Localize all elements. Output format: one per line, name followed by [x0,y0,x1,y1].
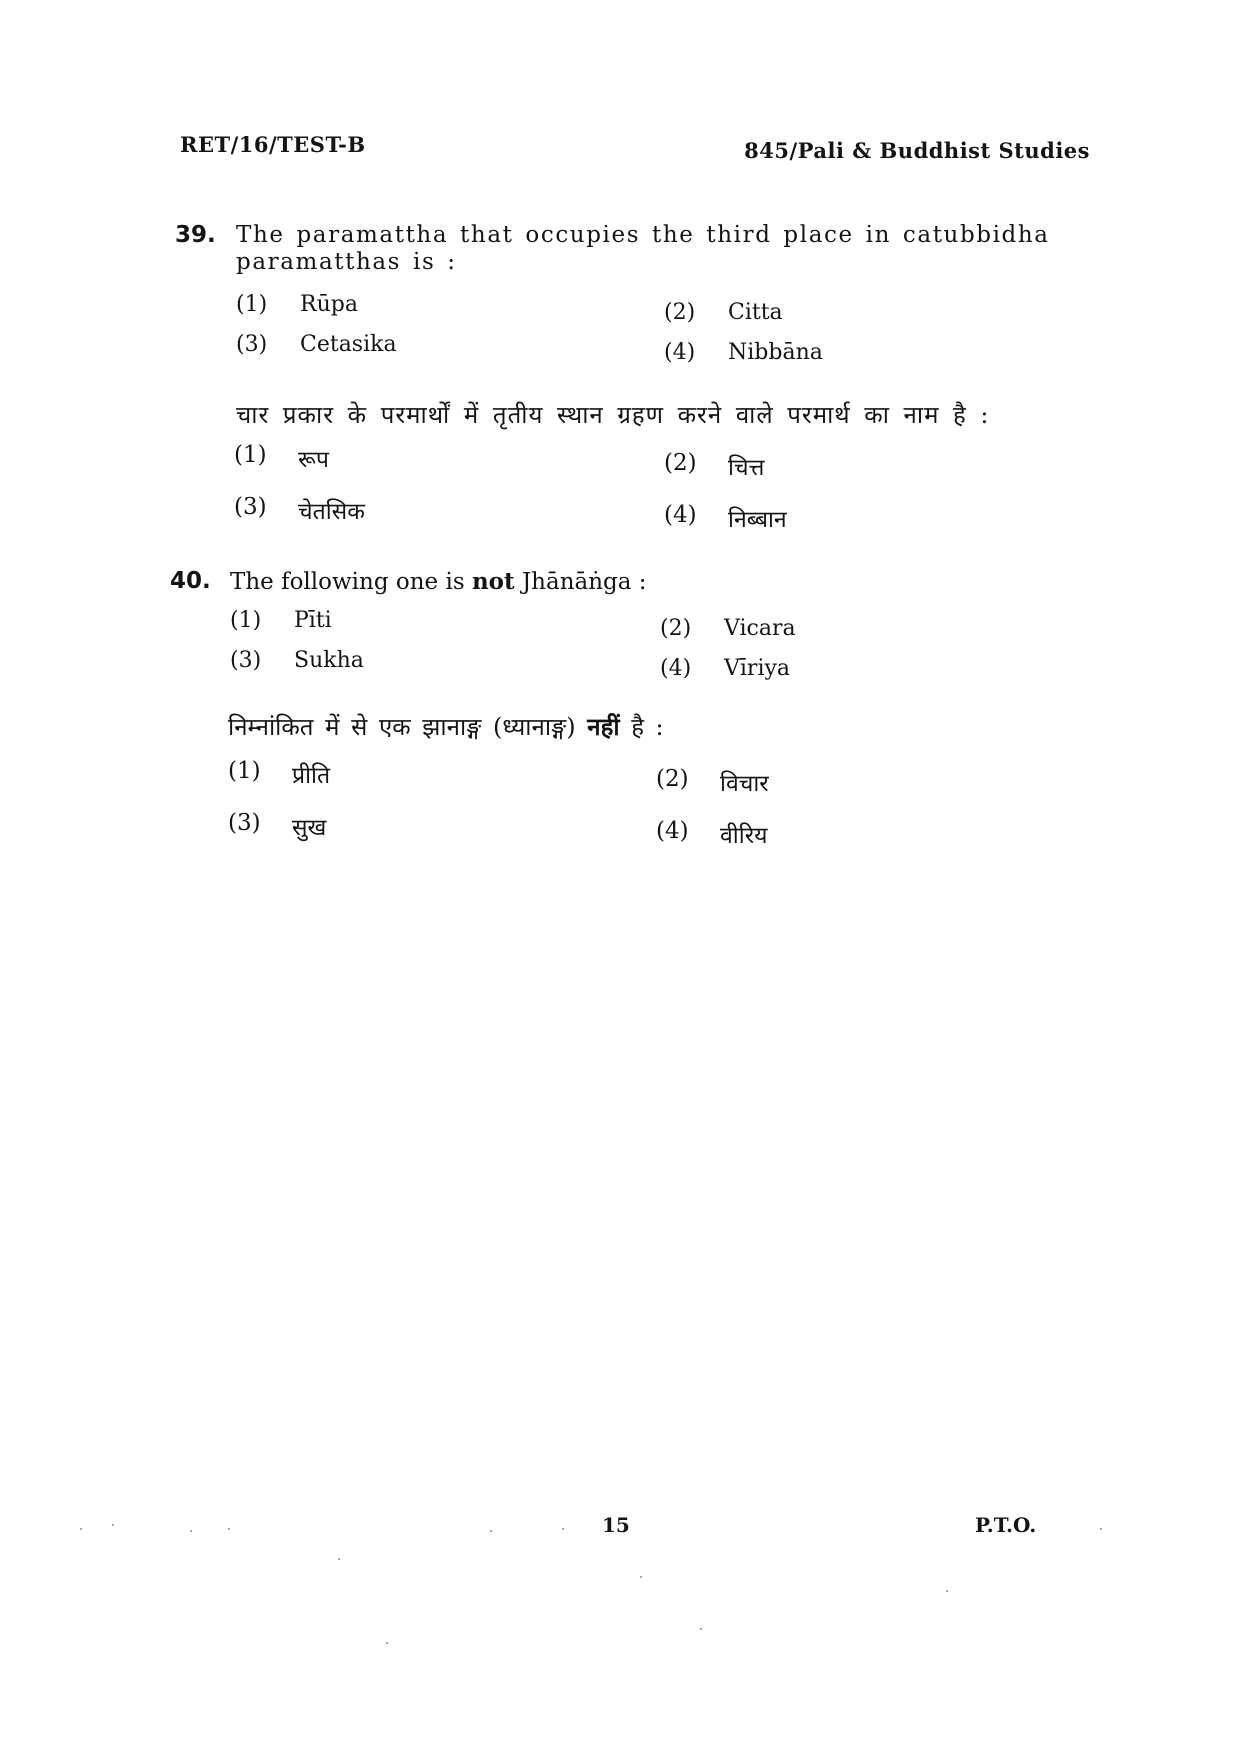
option-number: (1) [230,608,262,633]
option-number: (2) [660,616,692,641]
option-number: (2) [664,300,696,325]
option-text: चेतसिक [298,499,365,525]
question-39-text-en: The paramattha that occupies the third place in catubbidha paramatthas is : [236,222,1050,275]
q39-option-hi-4 [664,502,787,534]
option-text: Pīti [294,608,332,633]
q40-option-en-4 [660,656,790,681]
option-number: (4) [664,340,696,365]
option-text: चित्त [728,455,765,481]
option-text: सुख [292,815,327,841]
option-number: (4) [656,818,689,844]
header-code: RET/16/TEST-B [180,132,366,157]
q40-hi-bold: नहीं [587,712,620,741]
option-number: (2) [664,450,697,476]
option-text: निब्बान [728,507,787,533]
q40-option-en-3 [230,648,364,673]
scan-speck [640,1576,642,1578]
scan-speck [386,1642,388,1644]
q39-option-hi-2 [664,450,764,482]
q40-option-hi-3 [228,810,326,842]
option-text: Nibbāna [728,340,823,365]
scan-speck [228,1528,230,1530]
q39-option-en-2 [664,300,783,325]
q39-option-hi-1 [234,442,329,474]
option-text: विचार [720,771,769,797]
option-text: Vicara [724,616,796,641]
option-text: Cetasika [300,332,397,357]
q39-option-en-3 [236,332,397,357]
scan-speck [112,1524,114,1526]
q40-text-bold: not [471,568,515,595]
question-40-text-en [230,568,647,596]
option-number: (1) [228,758,261,784]
q40-option-en-1 [230,608,332,633]
pto-label: P.T.O. [975,1513,1037,1537]
q40-text-post: Jhānāṅga : [521,569,647,595]
q39-option-hi-3 [234,494,365,526]
scan-speck [946,1590,948,1592]
q39-option-en-4 [664,340,823,365]
scan-speck [338,1558,340,1560]
question-40-number: 40. [170,568,211,594]
option-number: (4) [664,502,697,528]
option-number: (3) [234,494,267,520]
scan-speck [190,1530,192,1532]
header-subject: 845/Pali & Buddhist Studies [744,138,1090,163]
scan-speck [1100,1528,1102,1530]
q40-option-hi-2 [656,766,769,798]
q40-text-pre: The following one is [230,569,465,595]
scan-speck [700,1628,702,1630]
option-text: Rūpa [300,292,358,317]
q39-option-en-1 [236,292,358,317]
option-text: रूप [298,447,329,473]
option-number: (1) [234,442,267,468]
q40-option-hi-1 [228,758,330,790]
question-39-text-hi: चार प्रकार के परमार्थों में तृतीय स्थान ग्रहण करने वाले परमार्थ का नाम है : [236,401,990,429]
option-number: (3) [228,810,261,836]
q40-option-en-2 [660,616,796,641]
page-number: 15 [602,1513,630,1537]
option-text: Sukha [294,648,364,673]
option-text: प्रीति [292,763,331,789]
option-text: Citta [728,300,783,325]
option-text: Vīriya [724,656,791,681]
option-number: (1) [236,292,268,317]
question-39-number: 39. [175,222,216,248]
option-number: (3) [236,332,268,357]
question-40-text-hi [228,710,664,743]
scan-speck [80,1528,82,1530]
option-text: वीरिय [720,823,768,849]
scan-speck [490,1530,492,1532]
option-number: (2) [656,766,689,792]
scan-speck [562,1528,564,1530]
q40-hi-pre: निम्नांकित में से एक झानाङ्ग (ध्यानाङ्ग) [228,713,576,741]
option-number: (4) [660,656,692,681]
option-number: (3) [230,648,262,673]
q40-option-hi-4 [656,818,767,850]
q40-hi-post: है : [631,713,664,741]
